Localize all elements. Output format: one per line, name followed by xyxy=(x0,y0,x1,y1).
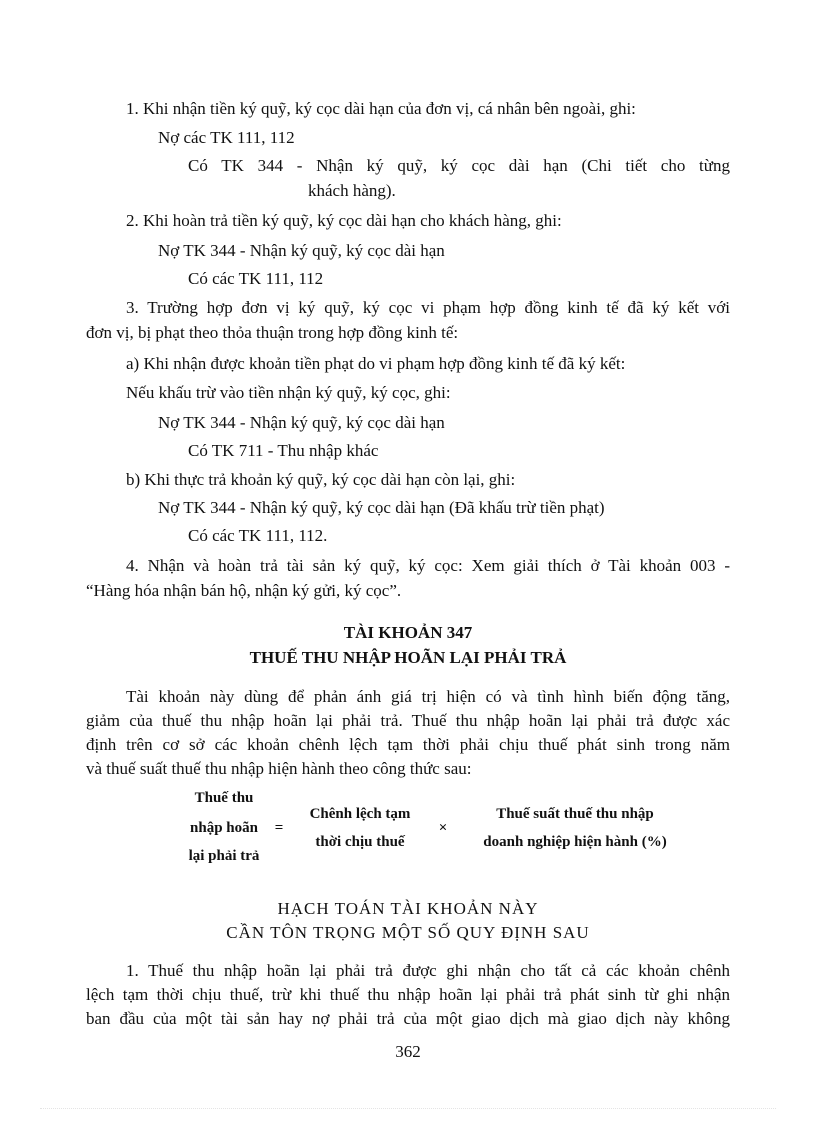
entry-2-heading: 2. Khi hoàn trả tiền ký quỹ, ký cọc dài hạn cho khách hàng, ghi: xyxy=(126,211,562,230)
rule-1-line-1: 1. Thuế thu nhập hoãn lại phải trả được ghi nhận cho tất cả các khoản chênh xyxy=(126,961,730,980)
intro-line-2: giảm của thuế thu nhập hoãn lại phải trả. Thuế thu nhập hoãn lại phải trả được xác xyxy=(86,711,730,730)
entry-1-heading: 1. Khi nhận tiền ký quỹ, ký cọc dài hạn của đơn vị, cá nhân bên ngoài, ghi: xyxy=(126,99,636,118)
rule-1-line-3: ban đầu của một tài sản hay nợ phải trả của một giao dịch mà giao dịch này không xyxy=(86,1009,730,1028)
formula-term1-2: thời chịu thuế xyxy=(315,834,405,850)
intro-line-4: và thuế suất thuế thu nhập hiện hành theo công thức sau: xyxy=(86,759,472,778)
entry-3-heading-cont: đơn vị, bị phạt theo thỏa thuận trong hợp đồng kinh tế: xyxy=(86,323,459,342)
formula-lhs-3: lại phải trả xyxy=(188,848,260,864)
rules-heading-2: CẦN TÔN TRỌNG MỘT SỐ QUY ĐỊNH SAU xyxy=(226,923,590,942)
formula-equals: = xyxy=(274,820,284,836)
account-title: TÀI KHOẢN 347 xyxy=(343,623,473,642)
entry-4-heading: 4. Nhận và hoàn trả tài sản ký quỹ, ký cọc: Xem giải thích ở Tài khoản 003 - xyxy=(126,556,730,575)
rule-1-line-2: lệch tạm thời chịu thuế, trừ khi thuế thu nhập hoãn lại phải trả phát sinh từ ghi nhận xyxy=(86,985,730,1004)
formula-lhs-1: Thuế thu xyxy=(194,790,254,806)
entry-3a-heading: a) Khi nhận được khoản tiền phạt do vi phạm hợp đồng kinh tế đã ký kết: xyxy=(126,354,626,373)
rules-heading-1: HẠCH TOÁN TÀI KHOẢN NÀY xyxy=(277,899,539,918)
intro-line-1: Tài khoản này dùng để phản ánh giá trị hiện có và tình hình biến động tăng, xyxy=(126,687,730,706)
bottom-rule xyxy=(40,1108,776,1109)
entry-3b-credit: Có các TK 111, 112. xyxy=(188,526,328,545)
entry-3b-heading: b) Khi thực trả khoản ký quỹ, ký cọc dài hạn còn lại, ghi: xyxy=(126,470,516,489)
entry-3a-debit: Nợ TK 344 - Nhận ký quỹ, ký cọc dài hạn xyxy=(158,413,445,432)
account-subtitle: THUẾ THU NHẬP HOÃN LẠI PHẢI TRẢ xyxy=(249,648,567,667)
formula-times: × xyxy=(438,820,448,836)
entry-2-credit: Có các TK 111, 112 xyxy=(188,269,324,288)
entry-1-credit-cont: khách hàng). xyxy=(308,181,396,200)
intro-line-3: định trên cơ sở các khoản chênh lệch tạm thời phải chịu thuế phát sinh trong năm xyxy=(86,735,730,754)
entry-1-credit: Có TK 344 - Nhận ký quỹ, ký cọc dài hạn (Chi tiết cho từng xyxy=(188,156,730,175)
entry-2-debit: Nợ TK 344 - Nhận ký quỹ, ký cọc dài hạn xyxy=(158,241,445,260)
entry-4-heading-cont: “Hàng hóa nhận bán hộ, nhận ký gửi, ký cọc”. xyxy=(86,581,402,600)
entry-3a-condition: Nếu khấu trừ vào tiền nhận ký quỹ, ký cọc, ghi: xyxy=(126,383,451,402)
entry-3a-credit: Có TK 711 - Thu nhập khác xyxy=(188,441,379,460)
entry-1-debit: Nợ các TK 111, 112 xyxy=(158,128,295,147)
formula-term2-1: Thuế suất thuế thu nhập xyxy=(496,806,654,822)
formula-term1-1: Chênh lệch tạm xyxy=(309,806,411,822)
entry-3b-debit: Nợ TK 344 - Nhận ký quỹ, ký cọc dài hạn (Đã khấu trừ tiền phạt) xyxy=(158,498,605,517)
page-number: 362 xyxy=(395,1042,421,1061)
formula-term2-2: doanh nghiệp hiện hành (%) xyxy=(483,834,667,850)
entry-3-heading: 3. Trường hợp đơn vị ký quỹ, ký cọc vi phạm hợp đồng kinh tế đã ký kết với xyxy=(126,298,730,317)
formula-lhs-2: nhập hoãn xyxy=(190,820,258,836)
